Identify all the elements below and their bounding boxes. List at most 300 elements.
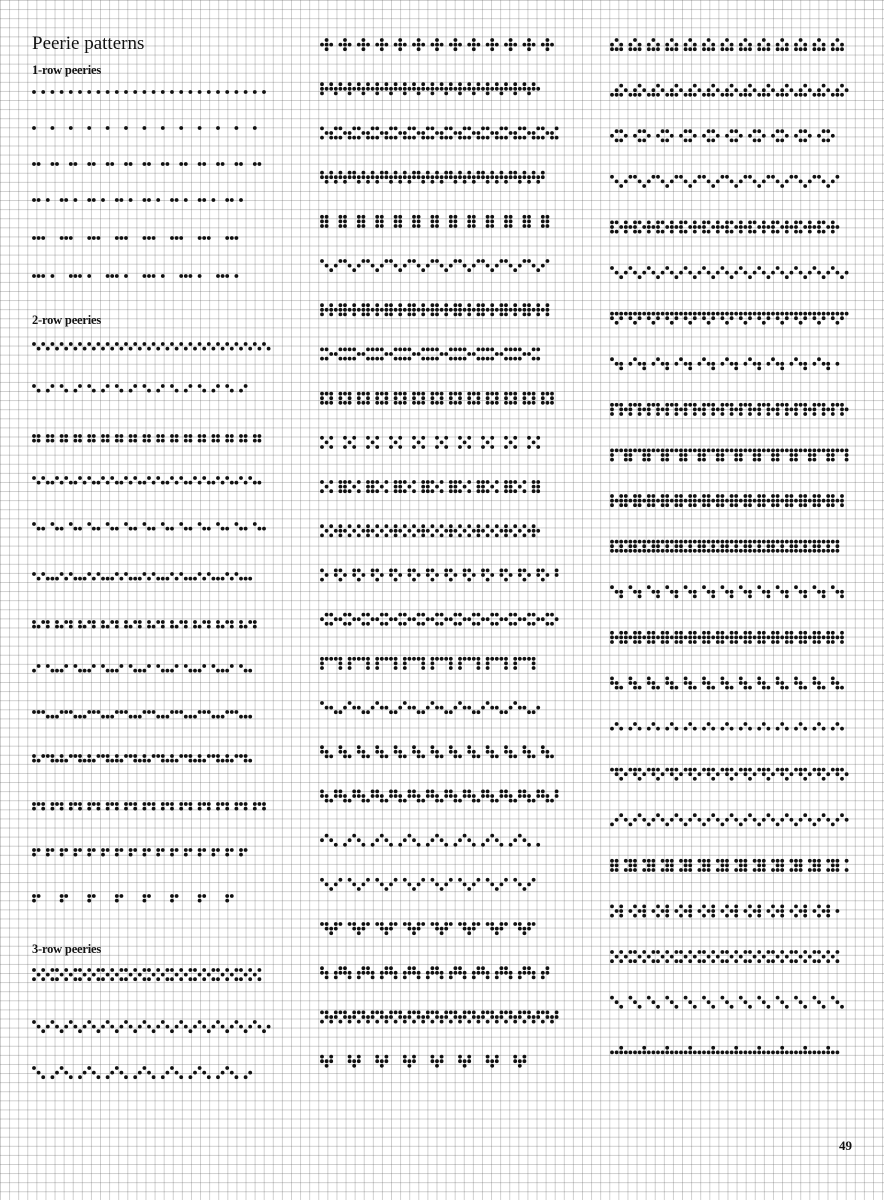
pattern-dot: [357, 396, 361, 400]
pattern-dot: [51, 977, 55, 981]
pattern-dot: [339, 303, 343, 307]
pattern-dot: [325, 573, 329, 577]
pattern-dot: [780, 905, 784, 909]
pattern-dot: [629, 43, 633, 47]
pattern-dot: [366, 971, 370, 975]
pattern-dot: [734, 312, 738, 316]
pattern-dot: [339, 489, 343, 493]
pattern-dot: [120, 1071, 124, 1075]
pattern-dot: [161, 625, 165, 629]
pattern-dot: [762, 549, 766, 553]
pattern-dot: [624, 772, 628, 776]
pattern-dot: [380, 87, 384, 91]
pattern-dot: [375, 436, 379, 440]
pattern-dot: [398, 843, 402, 847]
pattern-dot: [454, 215, 458, 219]
pattern-dot: [412, 445, 416, 449]
pattern-dot: [458, 755, 462, 759]
pattern-dot: [757, 403, 761, 407]
pattern-dot: [661, 549, 665, 553]
pattern-dot: [212, 754, 216, 758]
pattern-dot: [693, 221, 697, 225]
pattern-dot: [235, 481, 239, 485]
pattern-dot: [665, 681, 669, 685]
pattern-dot: [817, 38, 821, 42]
pattern-dot: [486, 976, 490, 980]
pattern-dot: [748, 408, 752, 412]
pattern-dot: [320, 308, 324, 312]
pattern-dot: [472, 264, 476, 268]
pattern-dot: [767, 636, 771, 640]
pattern-dot: [665, 494, 669, 498]
pattern-dot: [152, 625, 156, 629]
pattern-dot: [417, 215, 421, 219]
pattern-dot: [152, 754, 156, 758]
pattern-dot: [513, 524, 517, 528]
pattern-dot: [799, 768, 803, 772]
pattern-dot: [435, 794, 439, 798]
pattern-dot: [51, 848, 55, 852]
pattern-dot: [799, 93, 803, 97]
pattern-dot: [822, 777, 826, 781]
pattern-dot: [253, 342, 257, 346]
pattern-dot: [454, 843, 458, 847]
pattern-dot: [147, 977, 151, 981]
pattern-dot: [684, 403, 688, 407]
pattern-dot: [329, 313, 333, 317]
pattern-dot: [101, 754, 105, 758]
pattern-dot: [334, 264, 338, 268]
pattern-dot: [679, 271, 683, 275]
pattern-dot: [490, 750, 494, 754]
pattern-dot: [702, 357, 706, 361]
pattern-dot: [536, 348, 540, 352]
pattern-dot: [253, 481, 257, 485]
pattern-dot: [762, 403, 766, 407]
pattern-dot: [147, 710, 151, 714]
pattern-dot: [472, 220, 476, 224]
pattern-dot: [472, 883, 476, 887]
pattern-dot: [352, 357, 356, 361]
pattern-dot: [51, 434, 55, 438]
pattern-dot: [532, 529, 536, 533]
pattern-dot: [486, 662, 490, 666]
pattern-dot: [389, 966, 393, 970]
pattern-dot: [435, 1064, 439, 1068]
pattern-dot: [375, 180, 379, 184]
pattern-dot: [55, 476, 59, 480]
pattern-dot: [490, 348, 494, 352]
pattern-dot: [767, 93, 771, 97]
pattern-dot: [115, 710, 119, 714]
pattern-dot: [675, 813, 679, 817]
pattern-dot: [385, 352, 389, 356]
pattern-dot: [97, 572, 101, 576]
pattern-dot: [785, 180, 789, 184]
pattern-dot: [417, 573, 421, 577]
pattern-dot: [693, 540, 697, 544]
pattern-dot: [87, 384, 91, 388]
pattern-dot: [757, 823, 761, 827]
pattern-dot: [339, 136, 343, 140]
pattern-dot: [389, 1011, 393, 1015]
pattern-dot: [431, 308, 435, 312]
pattern-dot: [343, 613, 347, 617]
pattern-dot: [161, 802, 165, 806]
pattern-dot: [449, 308, 453, 312]
pattern-dot: [826, 818, 830, 822]
pattern-dot: [458, 396, 462, 400]
pattern-dot: [716, 818, 720, 822]
pattern-dot: [813, 727, 817, 731]
pattern-dot: [665, 909, 669, 913]
pattern-dot: [348, 524, 352, 528]
pattern-dot: [440, 87, 444, 91]
pattern-dot: [757, 950, 761, 954]
pattern-dot: [776, 93, 780, 97]
pattern-row-c2-17: [320, 745, 554, 758]
pattern-dot: [262, 90, 266, 94]
pattern-dot: [748, 640, 752, 644]
pattern-dot: [325, 706, 329, 710]
pattern-dot: [780, 1051, 784, 1055]
pattern-dot: [329, 43, 333, 47]
pattern-dot: [675, 412, 679, 416]
pattern-dot: [216, 807, 220, 811]
pattern-dot: [794, 681, 798, 685]
pattern-dot: [490, 220, 494, 224]
pattern-dot: [431, 966, 435, 970]
pattern-dot: [248, 977, 252, 981]
pattern-dot: [175, 389, 179, 393]
pattern-dot: [541, 401, 545, 405]
pattern-dot: [762, 321, 766, 325]
pattern-dot: [147, 434, 151, 438]
pattern-dot: [633, 864, 637, 868]
pattern-dot: [780, 768, 784, 772]
pattern-dot: [362, 92, 366, 96]
pattern-dot: [175, 439, 179, 443]
pattern-dot: [426, 843, 430, 847]
pattern-dot: [166, 162, 170, 166]
pattern-dot: [198, 754, 202, 758]
pattern-dot: [803, 549, 807, 553]
pattern-dot: [661, 499, 665, 503]
pattern-dot: [808, 636, 812, 640]
pattern-dot: [698, 175, 702, 179]
pattern-dot: [541, 578, 545, 582]
pattern-dot: [610, 1051, 614, 1055]
pattern-dot: [325, 1059, 329, 1063]
pattern-dot: [362, 927, 366, 931]
pattern-dot: [532, 136, 536, 140]
pattern-dot: [329, 303, 333, 307]
pattern-dot: [202, 389, 206, 393]
pattern-dot: [536, 87, 540, 91]
pattern-dot: [670, 859, 674, 863]
pattern-dot: [744, 175, 748, 179]
pattern-dot: [675, 590, 679, 594]
pattern-dot: [757, 549, 761, 553]
pattern-dot: [536, 436, 540, 440]
pattern-dot: [744, 362, 748, 366]
pattern-dot: [380, 529, 384, 533]
pattern-dot: [652, 640, 656, 644]
pattern-dot: [343, 43, 347, 47]
pattern-dot: [684, 266, 688, 270]
section-heading-2-row: 2-row peeries: [32, 313, 102, 327]
pattern-dot: [652, 175, 656, 179]
pattern-dot: [343, 529, 347, 533]
pattern-dot: [739, 134, 743, 138]
pattern-dot: [541, 215, 545, 219]
pattern-dot: [619, 1046, 623, 1050]
pattern-dot: [721, 458, 725, 462]
pattern-dot: [642, 909, 646, 913]
pattern-dot: [463, 357, 467, 361]
pattern-dot: [486, 348, 490, 352]
pattern-dot: [730, 813, 734, 817]
pattern-dot: [776, 412, 780, 416]
pattern-dot: [665, 266, 669, 270]
pattern-dot: [426, 357, 430, 361]
pattern-dot: [831, 868, 835, 872]
pattern-dot: [417, 38, 421, 42]
pattern-dot: [152, 342, 156, 346]
pattern-dot: [380, 976, 384, 980]
pattern-dot: [477, 799, 481, 803]
pattern-dot: [656, 595, 660, 599]
pattern-dot: [702, 1051, 706, 1055]
pattern-dot: [375, 392, 379, 396]
pattern-dot: [143, 894, 147, 898]
pattern-dot: [555, 1011, 559, 1015]
pattern-dot: [725, 47, 729, 51]
pattern-dot: [366, 966, 370, 970]
pattern-dot: [69, 162, 73, 166]
pattern-dot: [513, 838, 517, 842]
pattern-dot: [221, 527, 225, 531]
pattern-dot: [124, 754, 128, 758]
pattern-dot: [69, 620, 73, 624]
pattern-dot: [610, 859, 614, 863]
pattern-dot: [550, 396, 554, 400]
pattern-dot: [739, 868, 743, 872]
pattern-dot: [753, 955, 757, 959]
pattern-dot: [166, 1025, 170, 1029]
pattern-dot: [776, 494, 780, 498]
pattern-dot: [147, 848, 151, 852]
pattern-dot: [808, 859, 812, 863]
pattern-dot: [490, 215, 494, 219]
pattern-dot: [106, 434, 110, 438]
pattern-dot: [523, 352, 527, 356]
pattern-dot: [348, 43, 352, 47]
pattern-dot: [513, 136, 517, 140]
pattern-dot: [831, 312, 835, 316]
pattern-dot: [624, 955, 628, 959]
pattern-dot: [449, 401, 453, 405]
pattern-dot: [106, 1075, 110, 1079]
pattern-dot: [143, 754, 147, 758]
pattern-dot: [97, 1075, 101, 1079]
pattern-dot: [417, 971, 421, 975]
pattern-dot: [688, 681, 692, 685]
pattern-dot: [702, 134, 706, 138]
pattern-dot: [352, 794, 356, 798]
pattern-dot: [500, 843, 504, 847]
pattern-dot: [78, 802, 82, 806]
pattern-dot: [836, 403, 840, 407]
pattern-dot: [225, 807, 229, 811]
pattern-dot: [110, 620, 114, 624]
pattern-dot: [822, 312, 826, 316]
pattern-dot: [449, 136, 453, 140]
pattern-dot: [688, 859, 692, 863]
pattern-dot: [490, 573, 494, 577]
pattern-dot: [37, 973, 41, 977]
pattern-dot: [652, 449, 656, 453]
pattern-dot: [739, 681, 743, 685]
pattern-dot: [762, 1000, 766, 1004]
pattern-dot: [175, 848, 179, 852]
pattern-dot: [490, 922, 494, 926]
pattern-dot: [389, 352, 393, 356]
pattern-dot: [504, 180, 508, 184]
pattern-dot: [702, 677, 706, 681]
pattern-dot: [435, 922, 439, 926]
pattern-dot: [615, 230, 619, 234]
pattern-dot: [831, 453, 835, 457]
pattern-dot: [37, 1025, 41, 1029]
pattern-dot: [230, 1071, 234, 1075]
pattern-dot: [744, 540, 748, 544]
pattern-dot: [546, 755, 550, 759]
pattern-dot: [463, 264, 467, 268]
pattern-dot: [380, 485, 384, 489]
pattern-dot: [486, 666, 490, 670]
pattern-dot: [64, 664, 68, 668]
pattern-dot: [60, 625, 64, 629]
pattern-dot: [156, 434, 160, 438]
pattern-dot: [230, 848, 234, 852]
pattern-dot: [638, 403, 642, 407]
pattern-dot: [753, 868, 757, 872]
pattern-dot: [394, 126, 398, 130]
pattern-dot: [444, 790, 448, 794]
pattern-dot: [693, 549, 697, 553]
pattern-dot: [385, 1055, 389, 1059]
pattern-dot: [458, 1059, 462, 1063]
pattern-dot: [46, 434, 50, 438]
pattern-row-c2-1: [320, 38, 554, 51]
pattern-dot: [362, 966, 366, 970]
pattern-dot: [417, 843, 421, 847]
pattern-dot: [458, 87, 462, 91]
pattern-dot: [721, 1051, 725, 1055]
pattern-dot: [652, 959, 656, 963]
pattern-dot: [334, 529, 338, 533]
pattern-dot: [138, 715, 142, 719]
pattern-dot: [813, 540, 817, 544]
pattern-dot: [440, 799, 444, 803]
pattern-dot: [688, 590, 692, 594]
pattern-dot: [684, 412, 688, 416]
pattern-dot: [753, 449, 757, 453]
pattern-dot: [481, 87, 485, 91]
pattern-dot: [523, 1059, 527, 1063]
pattern-dot: [449, 392, 453, 396]
pattern-dot: [357, 887, 361, 891]
pattern-dot: [693, 595, 697, 599]
pattern-dot: [698, 818, 702, 822]
pattern-dot: [633, 722, 637, 726]
pattern-dot: [202, 620, 206, 624]
pattern-dot: [744, 681, 748, 685]
pattern-dot: [412, 489, 416, 493]
pattern-dot: [375, 303, 379, 307]
pattern-dot: [675, 503, 679, 507]
pattern-dot: [235, 342, 239, 346]
pattern-dot: [665, 362, 669, 366]
pattern-dot: [776, 631, 780, 635]
pattern-dot: [780, 225, 784, 229]
pattern-dot: [51, 802, 55, 806]
pattern-dot: [780, 950, 784, 954]
pattern-dot: [184, 1025, 188, 1029]
pattern-dot: [836, 93, 840, 97]
pattern-dot: [244, 625, 248, 629]
pattern-dot: [734, 458, 738, 462]
pattern-dot: [239, 977, 243, 981]
pattern-dot: [813, 453, 817, 457]
pattern-dot: [198, 236, 202, 240]
pattern-dot: [490, 175, 494, 179]
pattern-dot: [780, 864, 784, 868]
pattern-dot: [339, 617, 343, 621]
pattern-dot: [37, 664, 41, 668]
pattern-dot: [762, 312, 766, 316]
pattern-dot: [343, 1015, 347, 1019]
pattern-dot: [509, 622, 513, 626]
pattern-dot: [394, 87, 398, 91]
pattern-dot: [421, 622, 425, 626]
pattern-dot: [748, 1051, 752, 1055]
pattern-dot: [780, 449, 784, 453]
pattern-dot: [463, 136, 467, 140]
pattern-dot: [216, 577, 220, 581]
pattern-dot: [417, 883, 421, 887]
pattern-dot: [216, 848, 220, 852]
pattern-dot: [398, 303, 402, 307]
pattern-dot: [60, 807, 64, 811]
pattern-dot: [371, 136, 375, 140]
pattern-dot: [642, 549, 646, 553]
pattern-dot: [161, 439, 165, 443]
pattern-dot: [790, 362, 794, 366]
pattern-dot: [831, 221, 835, 225]
pattern-dot: [836, 499, 840, 503]
pattern-dot: [198, 439, 202, 443]
pattern-dot: [762, 768, 766, 772]
pattern-dot: [688, 184, 692, 188]
pattern-dot: [481, 175, 485, 179]
pattern-dot: [458, 308, 462, 312]
pattern-dot: [711, 544, 715, 548]
pattern-dot: [744, 859, 748, 863]
pattern-dot: [550, 1015, 554, 1019]
pattern-dot: [647, 43, 651, 47]
